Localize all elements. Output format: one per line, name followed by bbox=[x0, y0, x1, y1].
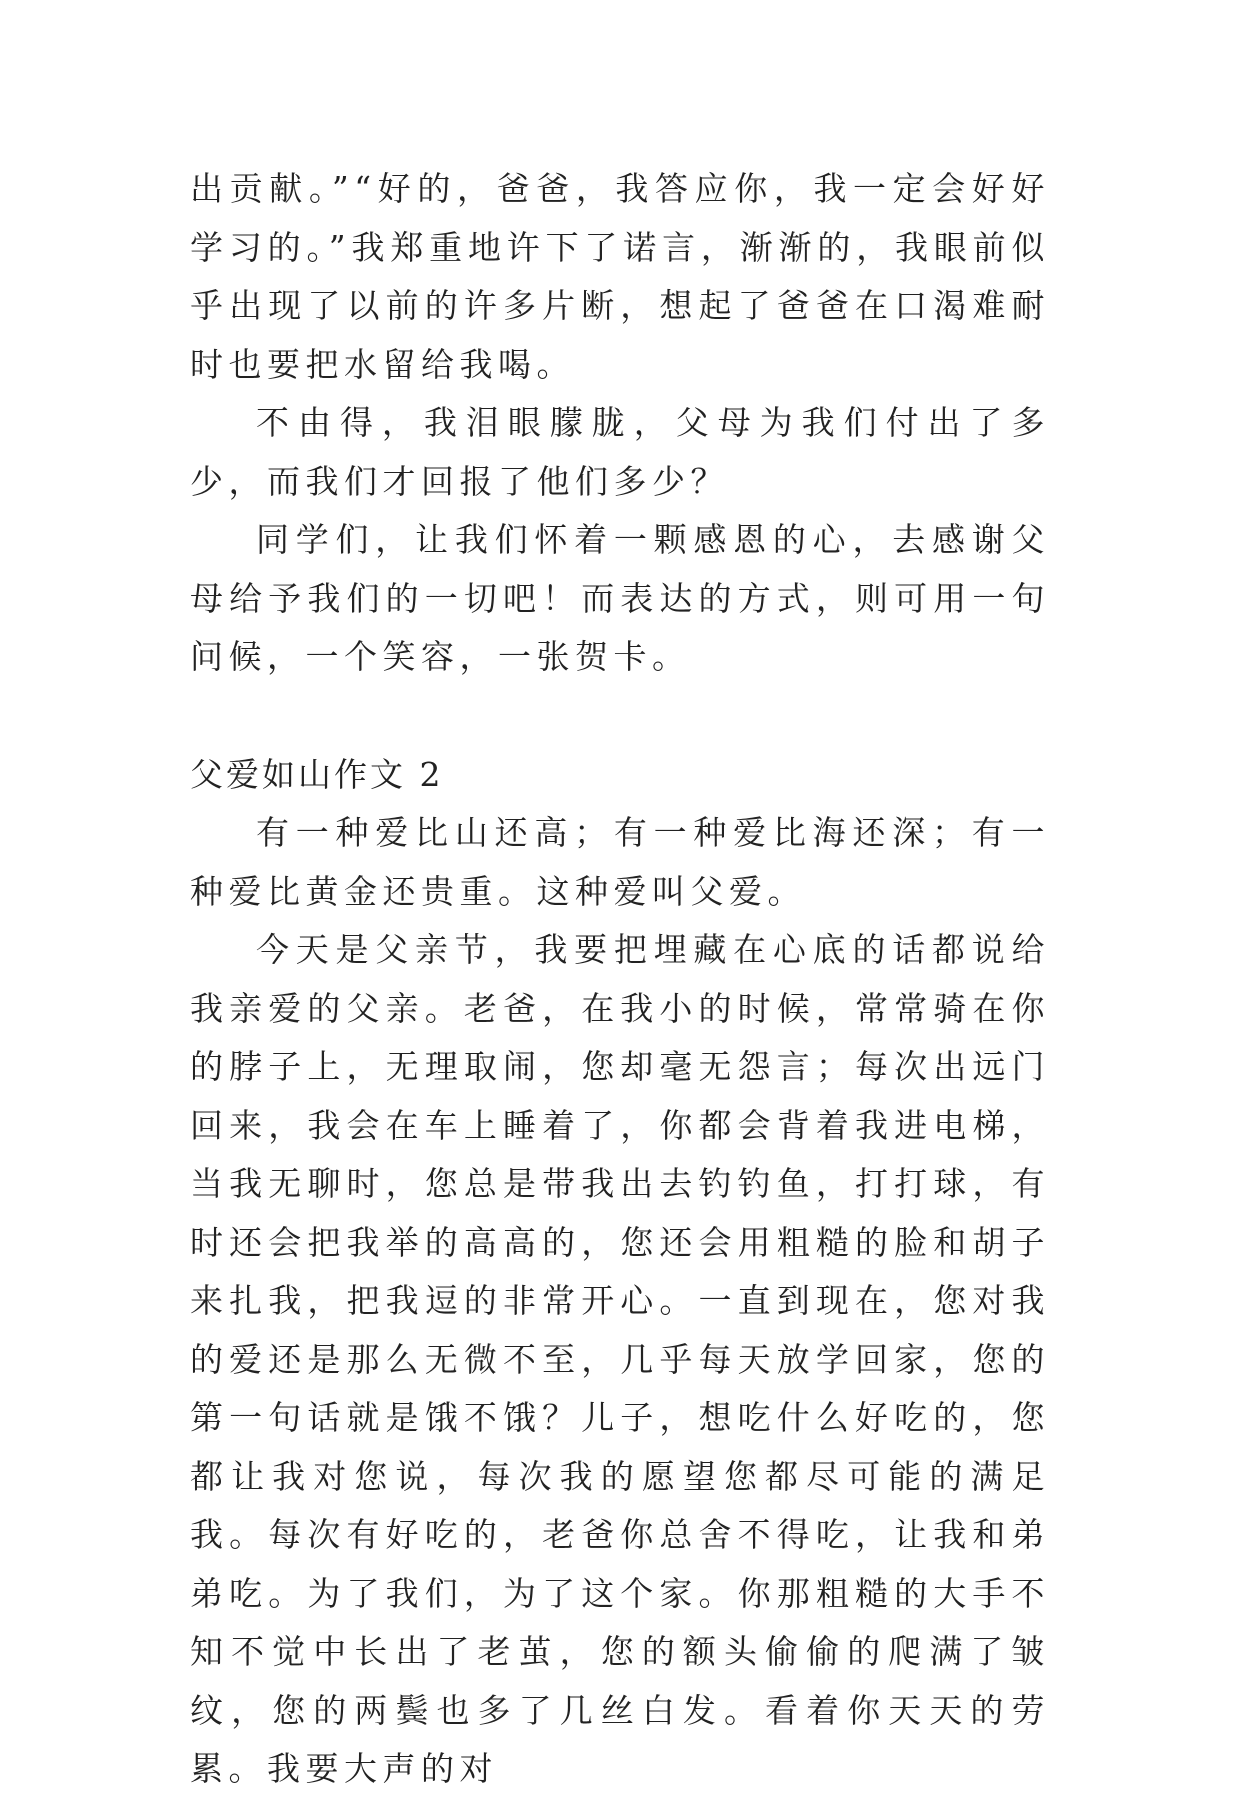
paragraph-continuation: 出贡献。”“好的，爸爸，我答应你，我一定会好好学习的。”我郑重地许下了诺言，渐渐的，我眼前似乎出现了以前的许多片断，想起了爸爸在口渴难耐时也要把水留给我喝。 bbox=[190, 169, 1050, 384]
paragraph: 今天是父亲节，我要把埋藏在心底的话都说给我亲爱的父亲。老爸，在我小的时候，常常骑在你的脖子上，无理取闹，您却毫无怨言；每次出远门回来，我会在车上睡着了，你都会背着我进电梯，当我无聊时，您总是带我出去钓钓鱼，打打球，有时还会把我举的高高的，您还会用粗糙的脸和胡子来扎我，把我逗的非常开心。一直到现在，您对我的爱还是那么无微不至，几乎每天放学回家，您的第一句话就是饿不饿？儿子，想吃什么好吃的，您都让我对您说，每次我的愿望您都尽可能的满足我。每次有好吃的，老爸你总舍不得吃，让我和弟弟吃。为了我们，为了这个家。你那粗糙的大手不知不觉中长出了老茧，您的额头偷偷的爬满了皱纹，您的两鬓也多了几丝白发。看着你天天的劳累。我要大声的对 bbox=[190, 930, 1050, 1788]
paragraph: 同学们，让我们怀着一颗感恩的心，去感谢父母给予我们的一切吧！而表达的方式，则可用一句问候，一个笑容，一张贺卡。 bbox=[190, 520, 1050, 676]
document-body bbox=[190, 160, 1050, 1799]
paragraph: 不由得，我泪眼朦胧，父母为我们付出了多少，而我们才回报了他们多少？ bbox=[190, 403, 1050, 501]
section-title: 父爱如山作文 2 bbox=[190, 754, 444, 794]
paragraph: 有一种爱比山还高；有一种爱比海还深；有一种爱比黄金还贵重。这种爱叫父爱。 bbox=[190, 813, 1050, 911]
